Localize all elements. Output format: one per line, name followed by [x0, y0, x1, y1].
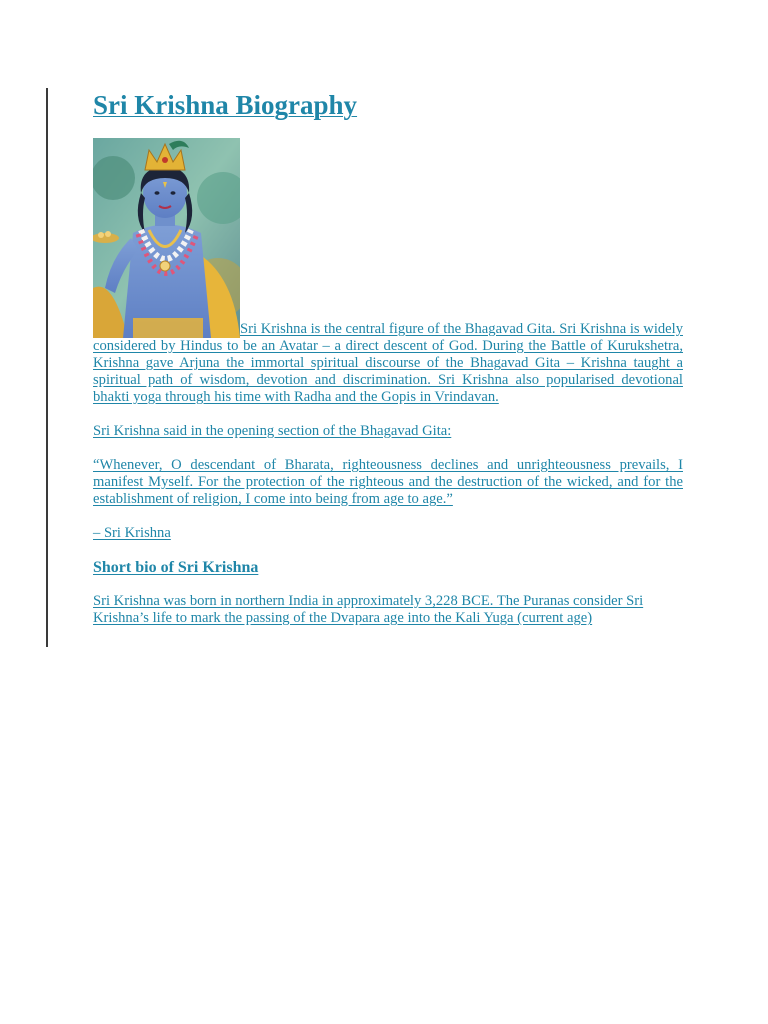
section-heading-link[interactable]: Short bio of Sri Krishna — [93, 559, 259, 576]
intro-paragraph — [93, 138, 683, 406]
document-body — [93, 86, 683, 627]
title-link[interactable]: Sri Krishna Biography — [93, 90, 358, 120]
page-title — [93, 86, 683, 124]
quote-intro-paragraph — [93, 423, 683, 440]
quote-intro-link[interactable]: Sri Krishna said in the opening section of the Bhagavad Gita: — [93, 423, 452, 439]
intro-link[interactable]: Sri Krishna is the central figure of the Bhagavad Gita. Sri Krishna is widely considered by Hindus to be an Avatar – a direct descent of God. During the Battle of Kurukshetra, Krishna gave Arjuna the immortal spiritual discourse of the Bhagavad Gita – Krishna taught a spiritual path of wisdom, devotion and discrimination. Sri Krishna also popularised devotional bhakti yoga through his time with Radha and the Gopis in Vrindavan. — [93, 321, 683, 405]
short-bio-paragraph — [93, 593, 683, 627]
section-heading — [93, 558, 683, 578]
page-margin-rule — [46, 88, 48, 647]
gita-quote-paragraph — [93, 457, 683, 508]
short-bio-link[interactable]: Sri Krishna was born in northern India in approximately 3,228 BCE. The Puranas consider Sri Krishna’s life to mark the passing of the Dvapara age into the Kali Yuga (current age) — [93, 593, 644, 626]
krishna-portrait-image — [93, 138, 240, 338]
attribution-paragraph — [93, 525, 683, 542]
gita-quote-link[interactable]: “Whenever, O descendant of Bharata, righteousness declines and unrighteousness prevails, I manifest Myself. For the protection of the righteous and the destruction of the wicked, and for the establishment of religion, I come into being from age to age.” — [93, 457, 683, 507]
attribution-link[interactable]: – Sri Krishna — [93, 525, 171, 541]
